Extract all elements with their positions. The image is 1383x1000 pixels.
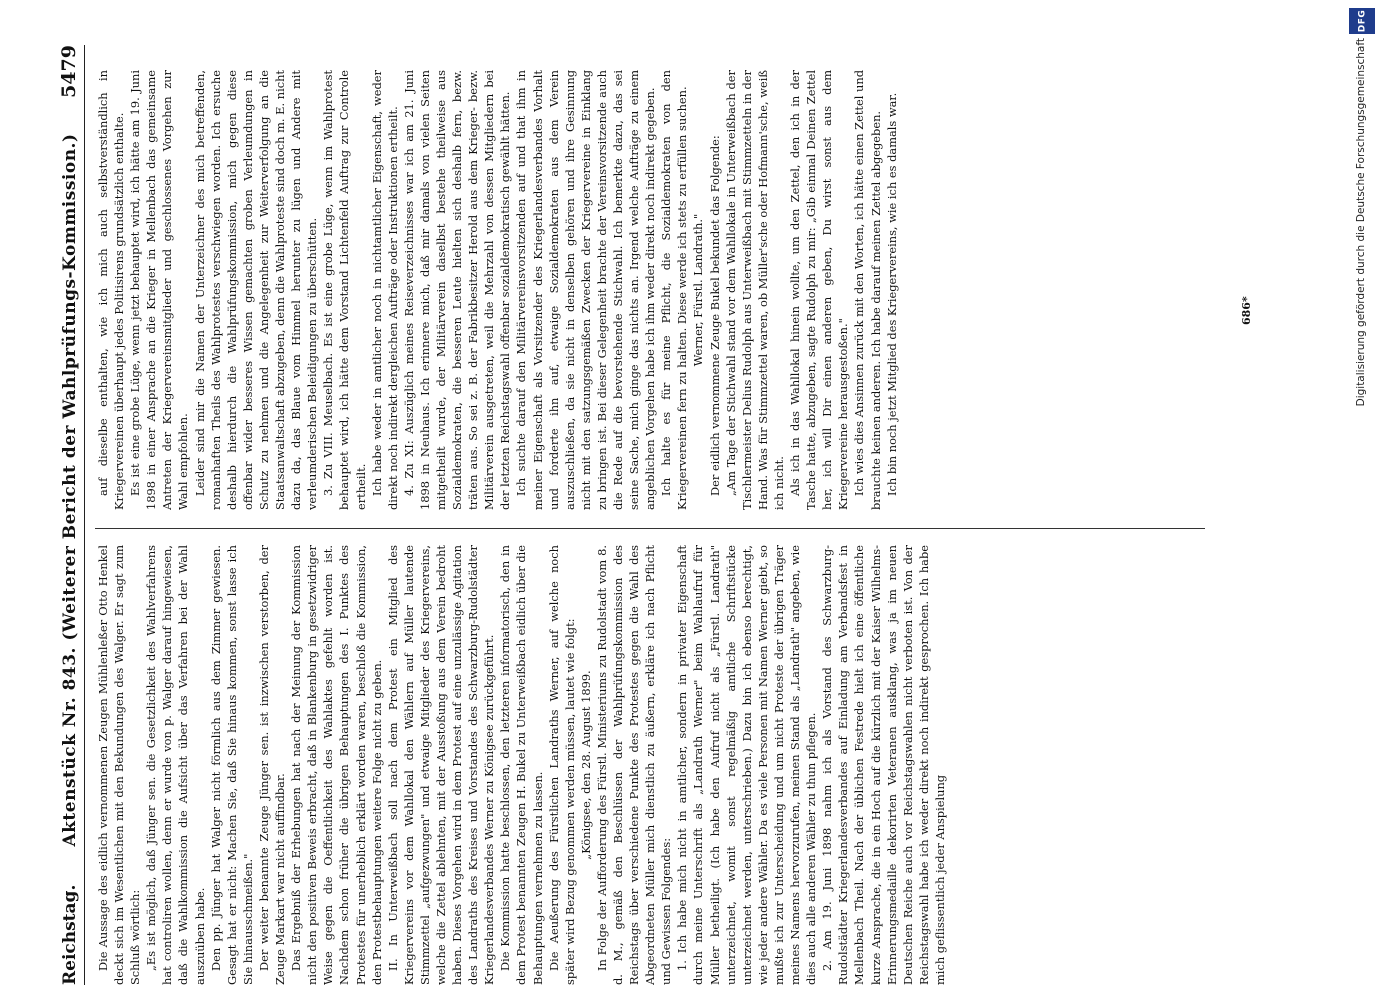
paragraph: 1. Ich habe mich nicht in amtlicher, sondern in privater Eigenschaft durch meine Unterschrift als „Landrath Werner" beim Wahlaufruf für Müller betheiligt. (Ich habe den Aufruf nicht als „Fürstl. Landrath" unterzeichnet, womit sonst regelmäßig amtliche Schriftstücke unterzeichnet werden, unterschrieben.) Dazu bin ich ebenso berechtigt, wie jeder andere Wähler. Da es viele Personen mit Namen Werner giebt, so mußte ich zur Unterscheidung und um nicht Proteste der übrigen Träger meines Namens hervorzurufen, meinen Stand als „Landrath" angeben, wie dies auch alle anderen Wähler zu thun pflegen.	[675, 545, 819, 985]
paragraph: Die Aussage des eidlich vernommenen Zeugen Mühlenleßer Otto Henkel deckt sich im Wesentlichen mit den Bekundungen des Walger. Er sagt zum Schluß wörtlich:	[96, 545, 143, 985]
dfg-logo-text: DFG	[1356, 9, 1367, 33]
dfg-logo	[1349, 8, 1375, 34]
header-title: Aktenstück Nr. 843. (Weiterer Bericht der Wahlprüfungs-Kommission.)	[60, 133, 80, 847]
paragraph: Die Aeußerung des Fürstlichen Landraths Werner, auf welche noch später wird Bezug genommen werden müssen, lautet wie folgt:	[546, 545, 577, 985]
paragraph: II. In Unterweißbach soll nach dem Protest ein Mitglied des Kriegervereins vor dem Wahllokal den Wählern auf Müller lautende Stimmzettel „aufgezwungen" und etwaige Mitglieder des Kriegervereins, welche die Zettel ablehnten, mit der Ausstoßung aus dem Verein bedroht haben. Dieses Vorgehen wird in dem Protest auf eine unzulässige Agitation des Landraths des Kreises und Vorstandes des Schwarzburg-Rudolstädter Kriegerlandesverbandes Werner zu Königsee zurückgeführt.	[385, 545, 497, 985]
header-reichstag: Reichstag.	[60, 884, 80, 985]
paragraph: Ich suchte darauf den Militärvereinsvorsitzenden auf und that ihm in meiner Eigenschaft als Vorsitzender des Kriegerlandesverbandes Vorhalt und forderte ihn auf, etwaige Sozialdemokraten aus dem Verein auszuschließen, da sie nicht in denselben gehören und ihre Gesinnung nicht mit den satzungsgemäßen Zwecken der Kriegervereine in Einklang zu bringen ist. Bei dieser Gelegenheit brachte der Vereinsvorsitzende auch die Rede auf die bevorstehende Stichwahl. Ich bemerkte dazu, das sei seine Sache, mich ginge das nichts an. Irgend welche Aufträge zu einem angeblichen Vorgehen habe ich ihm weder direkt noch indirekt gegeben.	[514, 70, 658, 510]
page-header	[45, 45, 85, 985]
right-column	[95, 70, 1225, 510]
paragraph: 4. Zu XI: Auszüglich meines Reiseverzeichnisses war ich am 21. Juni 1898 in Neuhaus. Ich erinnere mich, daß mir damals von vielen Seiten mitgetheilt wurde, der Militärverein daselbst bestehe theilweise aus Sozialdemokraten, die besseren Leute hielten sich deshalb fern, bezw. träten aus. So sei z. B. der Fabrikbesitzer Herold aus dem Krieger- bezw. Militärverein ausgetreten, weil die Mehrzahl von dessen Mitgliedern bei der letzten Reichstagswahl offenbar sozialdemokratisch gewählt hätten.	[401, 70, 513, 510]
left-column	[95, 545, 1225, 985]
dateline: „Königsee, den 28. August 1899.	[578, 670, 593, 860]
paragraph: Ich bin noch jetzt Mitglied des Kriegervereins, wie ich es damals war.	[884, 92, 899, 496]
paragraph: „Es ist möglich, daß Jünger sen. die Gesetzlichkeit des Wahlverfahrens hat controliren wollen, denn er wurde von p. Walger darauf hingewiesen, daß die Wahlkommission die Aufsicht über das Verfahren bei der Wahl auszuüben habe.	[144, 545, 207, 985]
paragraph: Ich habe weder in amtlicher noch in nichtamtlicher Eigenschaft, weder direkt noch indirekt dergleichen Aufträge oder Instruktionen ertheilt.	[369, 70, 400, 510]
paragraph: auf dieselbe enthalten, wie ich mich auch selbstverständlich in Kriegervereinen überhaupt jedes Politisirens grundsätzlich enthalte.	[96, 70, 127, 510]
paragraph: Es ist eine grobe Lüge, wenn jetzt behauptet wird, ich hätte am 19. Juni 1898 in einer Ansprache an die Krieger in Mellenbach das gemeinsame Antreten der Kriegervereinsmitglieder und geschlossenes Vorgehen zur Wahl empfohlen.	[128, 70, 191, 510]
paragraph: 3. Zu VIII. Meuselbach. Es ist eine grobe Lüge, wenn im Wahlprotest behauptet wird, ich hätte dem Vorstand Lichtenfeld Auftrag zur Controle ertheilt.	[321, 70, 368, 510]
document-page	[45, 45, 1345, 985]
paragraph: „Am Tage der Stichwahl stand vor dem Wahllokale in Unterweißbach der Tischlermeister Delius Rudolph aus Unterweißbach mit Stimmzetteln in der Hand. Was für Stimmzettel waren, ob Müller'sche oder Hofmann'sche, weiß ich nicht.	[723, 70, 786, 510]
paragraph: Der eidlich vernommene Zeuge Bukel bekundet das Folgende:	[707, 135, 722, 496]
signature: Werner, Fürstl. Landrath."	[691, 213, 706, 367]
paragraph: Die Kommission hatte beschlossen, den letzteren informatorisch, den in dem Protest benannten Zeugen H. Bukel zu Unterweißbach eidlich über die Behauptungen vernehmen zu lassen.	[498, 545, 545, 985]
paragraph: Den pp. Jünger hat Walger nicht förmlich aus dem Zimmer gewiesen. Gesagt hat er nicht: Machen Sie, daß Sie hinaus kommen, sonst lasse ich Sie hinausschmeißen."	[208, 545, 255, 985]
dfg-side-stamp	[1347, 8, 1377, 848]
paragraph: Ich halte es für meine Pflicht, die Sozialdemokraten von den Kriegervereinen fern zu halten. Diese werde ich stets zu erfüllen suchen.	[659, 70, 690, 510]
paragraph: 2. Am 19. Juni 1898 nahm ich als Vorstand des Schwarzburg-Rudolstädter Kriegerlandesverbandes auf Einladung am Verbandsfest in Mellenbach Theil. Nach der üblichen Festrede hielt ich eine öffentliche kurze Ansprache, die in ein Hoch auf die kürzlich mit der Kaiser Wilhelms-Erinnerungsmedaille dekorirten Veteranen ausklang, was ja im neuen Deutschen Reiche auch vor Reichstagswahlen nicht verboten ist. Von der Reichstagswahl habe ich weder direkt noch indirekt gesprochen. Ich habe mich geflissentlich jeder Anspielung	[820, 545, 947, 985]
paragraph: In Folge der Aufforderung des Fürstl. Ministeriums zu Rudolstadt vom 8. d. M., gemäß den Beschlüssen der Wahlprüfungskommission des Reichstags über verschiedene Punkte des Protestes gegen die Wahl des Abgeordneten Müller mich dienstlich zu äußern, erkläre ich nach Pflicht und Gewissen Folgendes:	[594, 545, 674, 985]
header-page-number: 5479	[58, 45, 80, 98]
paragraph: Das Ergebniß der Erhebungen hat nach der Meinung der Kommission nicht den positiven Beweis erbracht, daß in Blankenburg in gesetzwidriger Weise gegen die Oeffentlichkeit des Wahlaktes gefehlt worden ist. Nachdem schon früher die übrigen Behauptungen des I. Punktes des Protestes für unerheblich erklärt worden waren, beschloß die Kommission, den Protestbehauptungen weitere Folge nicht zu geben.	[289, 545, 384, 985]
column-divider	[95, 528, 1205, 529]
paragraph: Als ich in das Wahllokal hinein wollte, um den Zettel, den ich in der Tasche hatte, abzugeben, sagte Rudolph zu mir: „Gib einmal Deinen Zettel her, ich will Dir einen anderen geben, Du wirst sonst aus dem Kriegervereine herausgestoßen."	[788, 70, 851, 510]
paragraph: Leider sind mir die Namen der Unterzeichner des mich betreffenden, romanhaften Theils des Wahlprotestes verschwiegen worden. Ich ersuche deshalb hierdurch die Wahlprüfungskommission, mich gegen diese offenbar wider besseres Wissen gemachten groben Verleumdungen in Schutz zu nehmen und die Angelegenheit zur Weiterverfolgung an die Staatsanwaltschaft abzugeben, denn die Wahlproteste sind doch m. E. nicht dazu da, das Blaue vom Himmel herunter zu lügen und Andere mit verleumderischen Beleidigungen zu überschütten.	[192, 70, 320, 510]
footer-page-code: 686*	[1240, 296, 1253, 325]
paragraph: Ich wies dies Ansinnen zurück mit den Worten, ich hätte einen Zettel und brauchte keinen anderen. Ich habe darauf meinen Zettel abgegeben.	[852, 70, 883, 510]
paragraph: Der weiter benannte Zeuge Jünger sen. ist inzwischen verstorben, der Zeuge Markart war nicht auffindbar.	[256, 545, 288, 985]
dfg-credit-text: Digitalisierung gefördert durch die Deutsche Forschungsgemeinschaft	[1355, 38, 1367, 407]
